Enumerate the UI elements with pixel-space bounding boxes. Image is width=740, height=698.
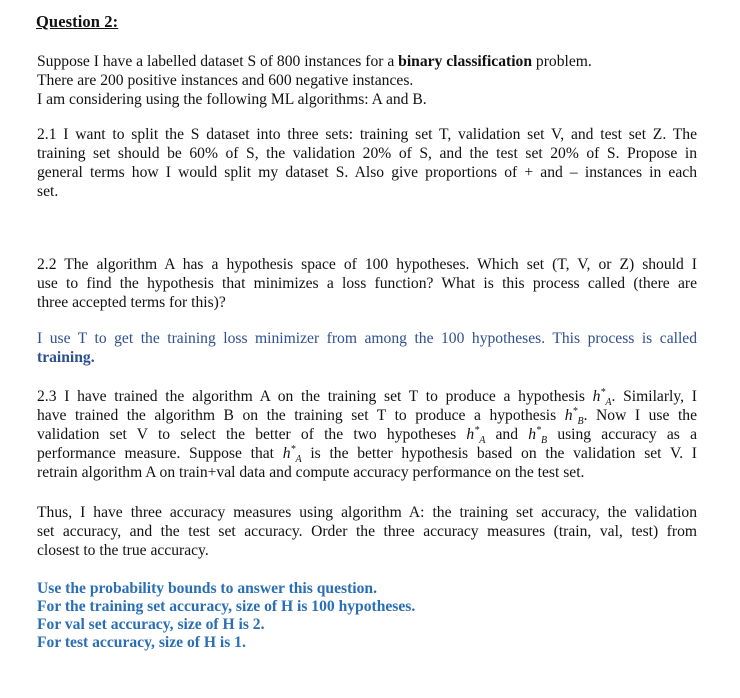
intro-paragraph [37, 52, 697, 109]
document-page [37, 10, 697, 652]
question-2-2 [37, 255, 697, 312]
a22-line-1: I use T to get the training loss minimizer from among the 100 hypotheses. This process is called [37, 330, 697, 347]
question-title: Question 2: [36, 12, 119, 31]
a23-line-1: Use the probability bounds to answer this question. [37, 580, 377, 597]
q22-line-1: 2.2 The algorithm A has a hypothesis space of 100 hypotheses. Which set (T, V, or Z) should I [37, 256, 697, 273]
q23b-line-3: closest to the true accuracy. [37, 542, 209, 559]
a23-line-2: For the training set accuracy, size of H is 100 hypotheses. [37, 598, 416, 615]
hypothesis-hA-symbol: $h^*_A$ [282, 443, 302, 466]
q21-line-1: 2.1 I want to split the S dataset into three sets: training set T, validation set V, and test set Z. The [37, 126, 697, 143]
q23-line-4: performance measure. Suppose that $h^*_A$ is the better hypothesis based on the validation set V. I [37, 443, 697, 466]
q22-line-2: use to find the hypothesis that minimizes a loss function? What is this process called (there are [37, 275, 697, 292]
hypothesis-hA-symbol: $h^*_A$ [466, 424, 486, 447]
intro-line-1: Suppose I have a labelled dataset S of 800 instances for a binary classification problem. [37, 53, 592, 70]
q21-line-2: training set should be 60% of S, the validation 20% of S, and the test set 20% of S. Propose in [37, 145, 697, 162]
hypothesis-hB-symbol: $h^*_B$ [528, 424, 548, 447]
q23-line-1: 2.3 I have trained the algorithm A on the training set T to produce a hypothesis $h^*_A$. Similarly, I [37, 386, 697, 409]
hypothesis-hA-symbol: $h^*_A$ [592, 386, 612, 409]
q21-line-3: general terms how I would split my dataset S. Also give proportions of + and – instances in each [37, 164, 697, 181]
q23-line-5: retrain algorithm A on train+val data and compute accuracy performance on the test set. [37, 464, 585, 481]
binary-classification-bold: binary classification [398, 53, 533, 70]
answer-2-2 [37, 329, 697, 367]
q22-line-3: three accepted terms for this)? [37, 294, 226, 311]
hypothesis-hB-symbol: $h^*_B$ [564, 405, 584, 428]
intro-line-2: There are 200 positive instances and 600 negative instances. [37, 72, 414, 89]
a22-line-2 [37, 348, 697, 367]
q23-line-3: validation set V to select the better of the two hypotheses $h^*_A$ and $h^*_B$ using accuracy as a [37, 424, 697, 447]
a23-line-3: For val set accuracy, size of H is 2. [37, 616, 265, 633]
intro-line-3: I am considering using the following ML algorithms: A and B. [37, 91, 427, 108]
question-2-3 [37, 387, 697, 482]
q21-line-4: set. [37, 183, 59, 200]
question-2-3-continued [37, 503, 697, 560]
q23b-line-1: Thus, I have three accuracy measures using algorithm A: the training set accuracy, the validation [37, 504, 697, 521]
q23-line-2: have trained the algorithm B on the training set T to produce a hypothesis $h^*_B$. Now I use the [37, 405, 697, 428]
question-2-1 [37, 125, 697, 201]
training-bold: training. [37, 349, 95, 366]
q23b-line-2: set accuracy, and the test set accuracy. Order the three accuracy measures (train, val, test) from [37, 523, 697, 540]
answer-2-3 [37, 580, 697, 652]
a23-line-4: For test accuracy, size of H is 1. [37, 634, 246, 651]
